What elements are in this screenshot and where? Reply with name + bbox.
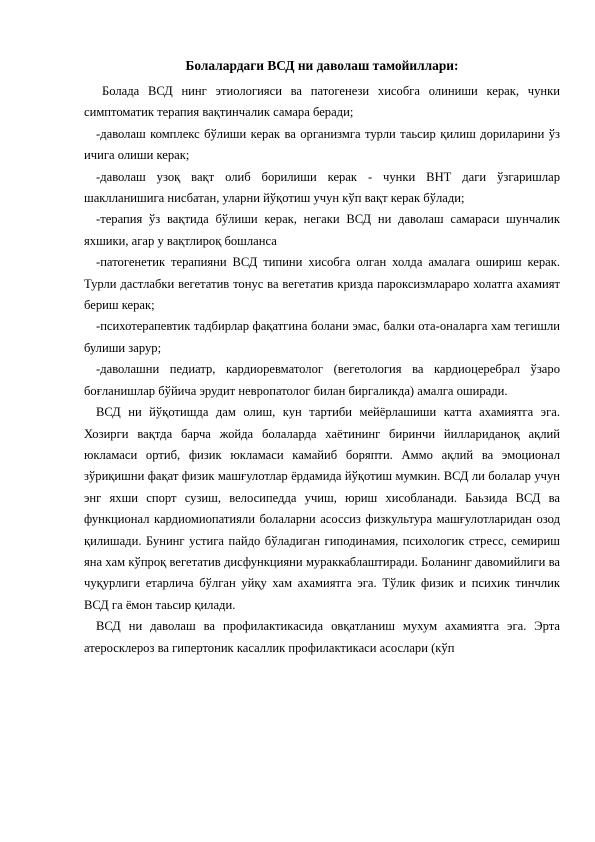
paragraph-long-treatment: -даволаш узоқ вақт олиб борилиши керак - чунки ВНТ даги ўзгаришлар шаклланишига нисбатан, уларни йўқотиш учун кўп вақт керак бўлади; [84,169,560,206]
document-page [84,57,560,659]
paragraph-psychotherapy: -психотерапевтик тадбирлар фақатгина болани эмас, балки ота-оналарга хам тегишли булиши зарур; [84,319,560,355]
paragraph-complex-treatment: -даволаш комплекс бўлиши керак ва организмга турли таьсир қилиш дориларини ўз ичига олиши керак; [84,126,560,163]
paragraph-etiology: Болада ВСД нинг этиологияси ва патогенези хисобга олиниши керак, чунки симптоматик терапия вақтинчалик самара беради; [84,84,560,120]
document-title: Болалардаги ВСД ни даволаш тамойиллари: [185,58,459,73]
paragraph-timely-therapy: -терапия ўз вақтида бўлиши керак, негаки ВСД ни даволаш самараси шунчалик яхшики, агар у вақтлироқ бошланса [84,212,560,248]
paragraph-nutrition: ВСД ни даволаш ва профилактикасида овқатланиш мухум ахамиятга эга. Эрта атеросклероз ва гипертоник касаллик профилактикаси асослари (кўп [84,619,560,655]
paragraph-specialists: -даволашни педиатр, кардиоревматолог (вегетология ва кардиоцеребрал ўзаро боғланишлар бўйича эрудит невропатолог билан биргаликда) амалга оширади. [84,362,560,398]
paragraph-pathogenetic-therapy: -патогенетик терапияни ВСД типини хисобга олган холда амалага ошириш керак. Турли дастлабки вегетатив тонус ва вегетатив кризда пароксизмлараро холатга ахамият бериш керак; [84,255,560,313]
paragraph-daily-regime: ВСД ни йўқотишда дам олиш, кун тартиби мейёрлашиши катта ахамиятга эга. Хозирги вақтда барча жойда болаларда хаётининг биринчи йиллариданоқ ақлий юкламаси ортиб, физик юкламаси камайиб боряпти. Аммо ақлий ва эмоционал зўриқишни фақат физик машғулотлар ёрдамида йўқотиш мумкин. ВСД ли болалар учун энг яхши спорт сузиш, велосипедда учиш, юриш хисобланади. Баьзида ВСД ва функционал кардиомиопатияли болаларни асоссиз физкультура машғулотларидан озод қилишади. Бунинг устига пайдо бўладиган гиподинамия, психологик стресс, семириш яна хам кўпроқ вегетатив дисфункцияни мураккаблаштиради. Боланинг давомийлиги ва чуқурлиги етарлича бўлган уйқу хам ахамиятга эга. Тўлик физик и психик тинчлик ВСД га ёмон таьсир қилади. [84,405,560,612]
